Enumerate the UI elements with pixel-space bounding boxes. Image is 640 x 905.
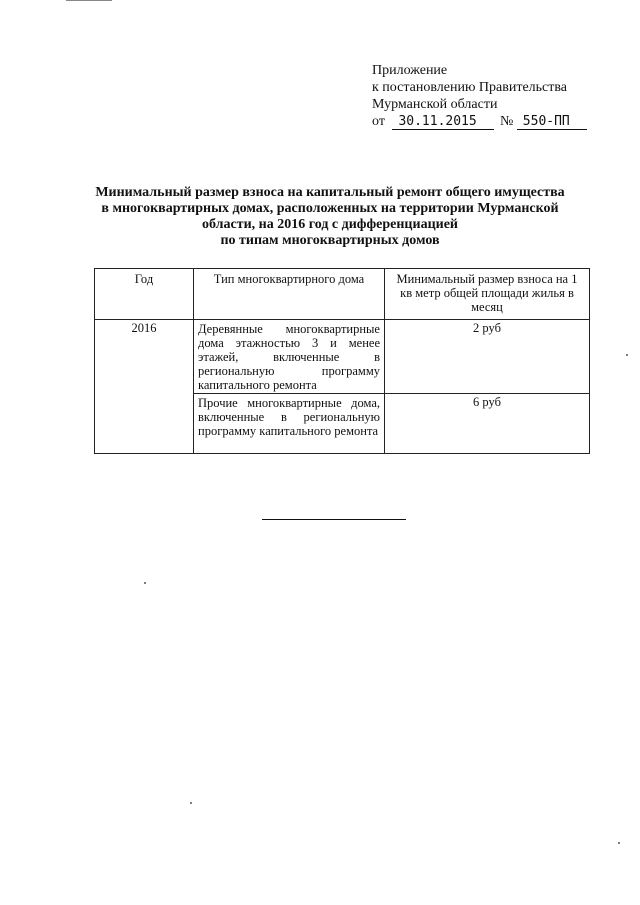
approval-date: 30.11.2015 xyxy=(392,115,494,130)
table-header-row xyxy=(95,269,590,320)
type-cell: Прочие многоквартирные дома, включенные в региональную программу капитального ремонта xyxy=(194,394,385,454)
title-line-4: по типам многоквартирных домов xyxy=(220,233,440,248)
header-year: Год xyxy=(95,269,194,320)
approval-number: 550-ПП xyxy=(517,115,587,130)
title-line-2: в многоквартирных домах, расположенных на территории Мурманской xyxy=(101,201,559,216)
approval-block xyxy=(372,62,587,130)
scan-speck xyxy=(144,582,146,584)
approval-line-2: к постановлению Правительства xyxy=(372,80,568,95)
scan-speck xyxy=(190,802,192,804)
table-row xyxy=(95,320,590,394)
approval-date-line xyxy=(372,113,587,130)
title-line-1: Минимальный размер взноса на капитальный ремонт общего имущества xyxy=(95,185,565,200)
title-line-3: области, на 2016 год с дифференциацией xyxy=(202,217,458,232)
end-of-document-rule xyxy=(262,519,406,520)
header-building-type: Тип многоквартирного дома xyxy=(194,269,385,320)
scan-speck xyxy=(618,842,620,844)
top-edge-rule xyxy=(66,0,112,1)
type-cell: Деревянные многоквартирные дома этажностью 3 и менее этажей, включенные в региональную программу капитального ремонта xyxy=(194,320,385,394)
rate-cell: 6 руб xyxy=(385,394,590,454)
rates-table xyxy=(94,268,590,454)
scan-speck xyxy=(626,354,628,356)
date-prefix: от xyxy=(372,114,385,129)
approval-line-3: Мурманской области xyxy=(372,97,498,112)
rate-cell: 2 руб xyxy=(385,320,590,394)
header-min-rate: Минимальный размер взноса на 1 кв метр общей площади жилья в месяц xyxy=(385,269,590,320)
document-title xyxy=(60,185,600,249)
number-sign: № xyxy=(499,114,514,129)
approval-line-1: Приложение xyxy=(372,63,448,78)
year-cell: 2016 xyxy=(95,320,194,454)
